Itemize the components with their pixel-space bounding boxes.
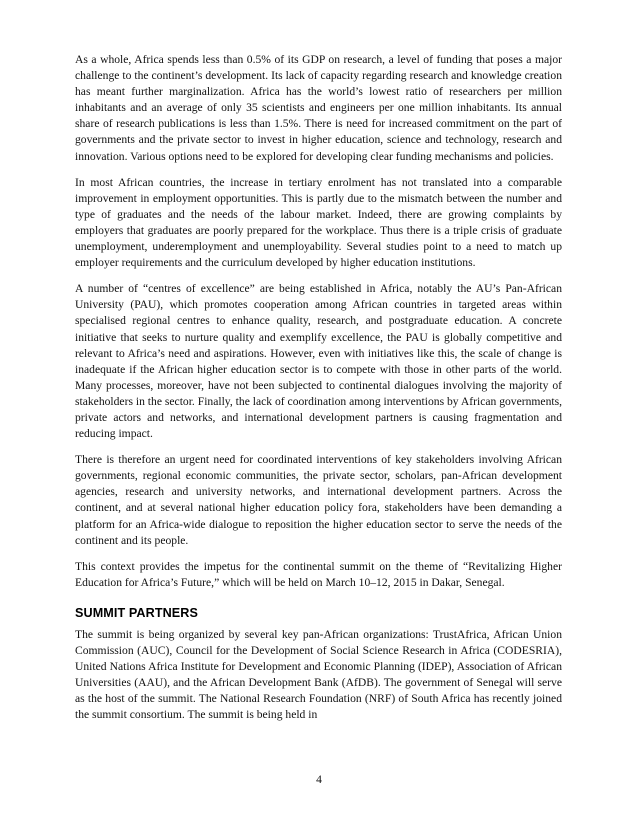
paragraph-research-funding: As a whole, Africa spends less than 0.5% of its GDP on research, a level of funding that poses a major challenge to the continent’s development. Its lack of capacity regarding research and knowledge creation has meant further marginalization. Africa has the world’s lowest ratio of researchers per million inhabitants and an average of only 35 scientists and engineers per one million inhabitants. Its annual share of research publications is less than 1.5%. There is need for increased commitment on the part of governments and the private sector to invest in higher education, science and technology, research and innovation. Various options need to be explored for developing clear funding mechanisms and policies. [75, 53, 562, 163]
paragraph-centres-of-excellence: A number of “centres of excellence” are being established in Africa, notably the AU’s Pan-African University (PAU), which promotes cooperation among African countries in targeted areas within specialised regional centres to enhance quality, research, and postgraduate education. A concrete initiative that seeks to nurture quality and exemplify excellence, the PAU is globally competitive and relevant to Africa’s need and aspirations. However, even with initiatives like this, the scale of change is inadequate if the African higher education sector is to compete with those in other parts of the world. Many processes, moreover, have not been subjected to continental dialogues involving the majority of stakeholders in the sector. Finally, the lack of coordination among interventions by African governments, private actors and networks, and international development partners is causing fragmentation and reducing impact. [75, 282, 562, 441]
paragraph-coordinated-interventions: There is therefore an urgent need for coordinated interventions of key stakeholders involving African governments, regional economic communities, the private sector, scholars, pan-African development agencies, research and university networks, and international development partners. Across the continent, and at several national higher education policy fora, stakeholders have been demanding a platform for an Africa-wide dialogue to reposition the higher education sector to serve the needs of the continent and its people. [75, 453, 562, 547]
document-page [75, 52, 562, 734]
paragraph-employment: In most African countries, the increase in tertiary enrolment has not translated into a comparable improvement in employment opportunities. This is partly due to the mismatch between the number and type of graduates and the needs of the labour market. Indeed, there are growing complaints by employers that graduates are poorly prepared for the workplace. Thus there is a triple crisis of graduate unemployment, underemployment and unemployability. Several studies point to a need to match up employer requirements and the curriculum developed by higher education institutions. [75, 175, 562, 270]
paragraph-summit-partners: The summit is being organized by several key pan-African organizations: TrustAfrica, African Union Commission (AUC), Council for the Development of Social Science Research in Africa (CODESRIA), United Nations Africa Institute for Development and Economic Planning (IDEP), Association of African Universities (AAU), and the African Development Bank (AfDB). The government of Senegal will serve as the host of the summit. The National Research Foundation (NRF) of South Africa has recently joined the summit consortium. The summit is being held in [75, 628, 562, 722]
paragraph-summit-context: This context provides the impetus for the continental summit on the theme of “Revitalizing Higher Education for Africa’s Future,” which will be held on March 10–12, 2015 in Dakar, Senegal. [75, 559, 562, 589]
section-heading-summit-partners: SUMMIT PARTNERS [75, 605, 199, 620]
page-number: 4 [316, 773, 322, 786]
